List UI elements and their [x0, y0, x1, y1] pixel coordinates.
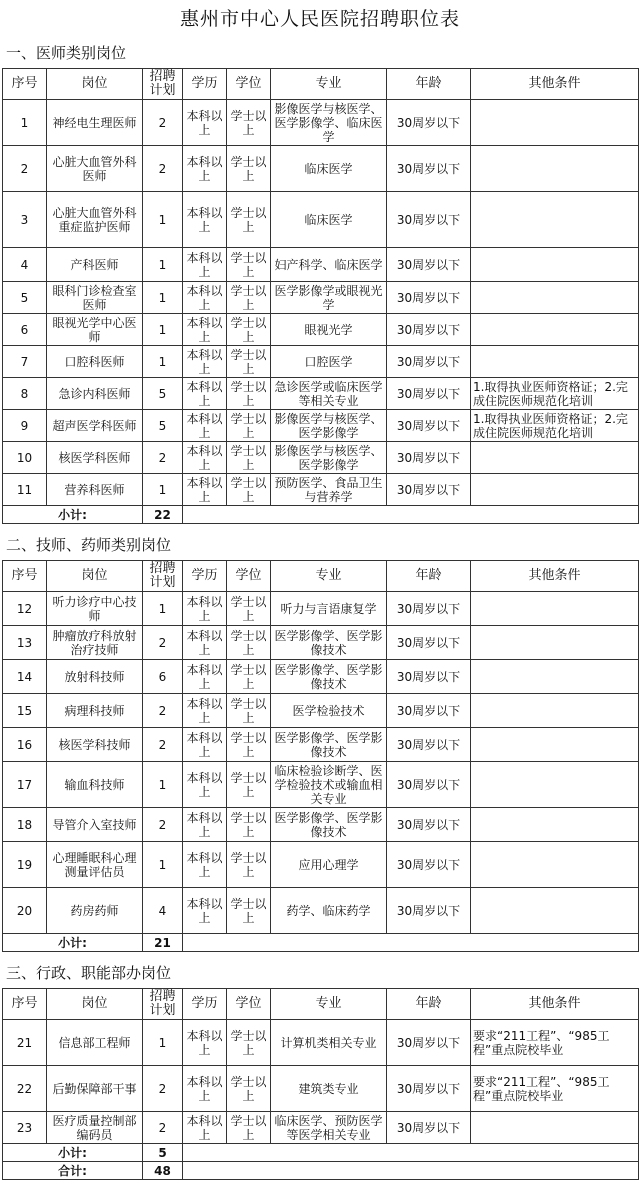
cell-post: 医疗质量控制部编码员 [47, 1112, 143, 1144]
cell-no: 21 [3, 1020, 47, 1066]
cell-post: 超声医学科医师 [47, 410, 143, 442]
cell-edu: 本科以上 [183, 248, 227, 282]
cell-degree: 学士以上 [227, 146, 271, 192]
cell-age: 30周岁以下 [387, 1020, 471, 1066]
cell-edu: 本科以上 [183, 1112, 227, 1144]
total-row [3, 1162, 639, 1180]
cell-plan: 2 [143, 100, 183, 146]
table-row [3, 1066, 639, 1112]
column-header: 岗位 [47, 561, 143, 592]
cell-degree: 学士以上 [227, 474, 271, 506]
cell-age: 30周岁以下 [387, 192, 471, 248]
cell-degree: 学士以上 [227, 346, 271, 378]
cell-other [471, 1112, 639, 1144]
cell-other [471, 728, 639, 762]
cell-plan: 2 [143, 626, 183, 660]
cell-age: 30周岁以下 [387, 808, 471, 842]
table-row [3, 592, 639, 626]
cell-no: 8 [3, 378, 47, 410]
cell-plan: 1 [143, 474, 183, 506]
cell-no: 10 [3, 442, 47, 474]
table-row [3, 660, 639, 694]
cell-age: 30周岁以下 [387, 442, 471, 474]
table-row [3, 808, 639, 842]
total-value: 48 [143, 1162, 183, 1180]
cell-post: 听力诊疗中心技师 [47, 592, 143, 626]
cell-age: 30周岁以下 [387, 378, 471, 410]
column-header: 招聘计划 [143, 561, 183, 592]
cell-other [471, 282, 639, 314]
cell-major: 急诊医学或临床医学等相关专业 [271, 378, 387, 410]
cell-post: 心脏大血管外科重症监护医师 [47, 192, 143, 248]
table-row [3, 378, 639, 410]
cell-degree: 学士以上 [227, 410, 271, 442]
cell-other [471, 442, 639, 474]
cell-edu: 本科以上 [183, 626, 227, 660]
cell-other [471, 626, 639, 660]
cell-no: 2 [3, 146, 47, 192]
section-title: 三、行政、职能部办岗位 [6, 964, 172, 982]
cell-no: 18 [3, 808, 47, 842]
table-row [3, 694, 639, 728]
cell-post: 核医学科技师 [47, 728, 143, 762]
table-row [3, 282, 639, 314]
cell-no: 7 [3, 346, 47, 378]
cell-other: 要求“211工程”、“985工程”重点院校毕业 [471, 1020, 639, 1066]
cell-edu: 本科以上 [183, 762, 227, 808]
cell-edu: 本科以上 [183, 728, 227, 762]
cell-degree: 学士以上 [227, 728, 271, 762]
subtotal-empty [183, 506, 639, 524]
subtotal-row [3, 1144, 639, 1162]
cell-age: 30周岁以下 [387, 314, 471, 346]
column-header: 年龄 [387, 69, 471, 100]
table-row [3, 474, 639, 506]
sections-container [0, 38, 640, 1180]
section-title: 一、医师类别岗位 [6, 44, 127, 62]
column-header: 序号 [3, 561, 47, 592]
cell-other [471, 808, 639, 842]
cell-major: 临床医学、预防医学等医学相关专业 [271, 1112, 387, 1144]
cell-degree: 学士以上 [227, 1112, 271, 1144]
subtotal-value: 21 [143, 934, 183, 952]
table-row [3, 192, 639, 248]
section-title: 二、技师、药师类别岗位 [6, 536, 172, 554]
cell-edu: 本科以上 [183, 346, 227, 378]
cell-no: 9 [3, 410, 47, 442]
cell-degree: 学士以上 [227, 248, 271, 282]
cell-degree: 学士以上 [227, 442, 271, 474]
job-table [2, 988, 639, 1180]
cell-plan: 6 [143, 660, 183, 694]
column-header: 序号 [3, 989, 47, 1020]
cell-no: 17 [3, 762, 47, 808]
column-header: 其他条件 [471, 69, 639, 100]
cell-age: 30周岁以下 [387, 410, 471, 442]
cell-major: 影像医学与核医学、医学影像学 [271, 442, 387, 474]
cell-post: 后勤保障部干事 [47, 1066, 143, 1112]
cell-major: 药学、临床药学 [271, 888, 387, 934]
cell-no: 13 [3, 626, 47, 660]
column-header: 岗位 [47, 69, 143, 100]
column-header: 其他条件 [471, 561, 639, 592]
cell-post: 心脏大血管外科医师 [47, 146, 143, 192]
cell-age: 30周岁以下 [387, 694, 471, 728]
cell-other [471, 592, 639, 626]
cell-age: 30周岁以下 [387, 248, 471, 282]
cell-edu: 本科以上 [183, 592, 227, 626]
cell-age: 30周岁以下 [387, 728, 471, 762]
cell-major: 医学影像学、医学影像技术 [271, 660, 387, 694]
cell-age: 30周岁以下 [387, 346, 471, 378]
column-header: 专业 [271, 989, 387, 1020]
cell-plan: 1 [143, 282, 183, 314]
table-row [3, 728, 639, 762]
total-empty [183, 1162, 639, 1180]
subtotal-label: 小计: [3, 506, 143, 524]
cell-age: 30周岁以下 [387, 1112, 471, 1144]
cell-edu: 本科以上 [183, 100, 227, 146]
cell-no: 3 [3, 192, 47, 248]
cell-major: 影像医学与核医学、医学影像学 [271, 410, 387, 442]
cell-age: 30周岁以下 [387, 282, 471, 314]
table-row [3, 346, 639, 378]
cell-other: 1.取得执业医师资格证；2.完成住院医师规范化培训 [471, 410, 639, 442]
cell-no: 4 [3, 248, 47, 282]
cell-major: 临床检验诊断学、医学检验技术或输血相关专业 [271, 762, 387, 808]
cell-major: 医学检验技术 [271, 694, 387, 728]
cell-plan: 2 [143, 1066, 183, 1112]
cell-degree: 学士以上 [227, 1066, 271, 1112]
cell-post: 放射科技师 [47, 660, 143, 694]
cell-age: 30周岁以下 [387, 146, 471, 192]
cell-plan: 1 [143, 346, 183, 378]
cell-post: 输血科技师 [47, 762, 143, 808]
cell-degree: 学士以上 [227, 192, 271, 248]
column-header: 学历 [183, 989, 227, 1020]
cell-other [471, 346, 639, 378]
table-row [3, 626, 639, 660]
cell-edu: 本科以上 [183, 442, 227, 474]
cell-other [471, 100, 639, 146]
cell-post: 核医学科医师 [47, 442, 143, 474]
cell-degree: 学士以上 [227, 314, 271, 346]
column-header: 序号 [3, 69, 47, 100]
table-row [3, 248, 639, 282]
column-header: 招聘计划 [143, 989, 183, 1020]
cell-other [471, 694, 639, 728]
subtotal-value: 22 [143, 506, 183, 524]
cell-other [471, 762, 639, 808]
cell-post: 神经电生理医师 [47, 100, 143, 146]
cell-other [471, 146, 639, 192]
cell-plan: 1 [143, 192, 183, 248]
cell-no: 6 [3, 314, 47, 346]
header-row [3, 989, 639, 1020]
table-row [3, 314, 639, 346]
cell-degree: 学士以上 [227, 762, 271, 808]
cell-plan: 1 [143, 762, 183, 808]
cell-edu: 本科以上 [183, 474, 227, 506]
cell-edu: 本科以上 [183, 842, 227, 888]
column-header: 学历 [183, 69, 227, 100]
cell-age: 30周岁以下 [387, 888, 471, 934]
cell-no: 14 [3, 660, 47, 694]
table-row [3, 888, 639, 934]
cell-major: 医学影像学或眼视光学 [271, 282, 387, 314]
cell-other [471, 474, 639, 506]
column-header: 学历 [183, 561, 227, 592]
cell-major: 妇产科学、临床医学 [271, 248, 387, 282]
cell-plan: 2 [143, 728, 183, 762]
cell-no: 19 [3, 842, 47, 888]
cell-post: 导管介入室技师 [47, 808, 143, 842]
job-table [2, 560, 639, 952]
cell-major: 临床医学 [271, 192, 387, 248]
column-header: 年龄 [387, 561, 471, 592]
cell-post: 营养科医师 [47, 474, 143, 506]
cell-degree: 学士以上 [227, 660, 271, 694]
cell-edu: 本科以上 [183, 282, 227, 314]
cell-degree: 学士以上 [227, 694, 271, 728]
cell-other: 1.取得执业医师资格证；2.完成住院医师规范化培训 [471, 378, 639, 410]
column-header: 专业 [271, 69, 387, 100]
cell-no: 16 [3, 728, 47, 762]
subtotal-value: 5 [143, 1144, 183, 1162]
header-row [3, 561, 639, 592]
cell-age: 30周岁以下 [387, 762, 471, 808]
job-table [2, 68, 639, 524]
subtotal-row [3, 506, 639, 524]
cell-age: 30周岁以下 [387, 100, 471, 146]
cell-plan: 5 [143, 378, 183, 410]
cell-plan: 2 [143, 694, 183, 728]
cell-age: 30周岁以下 [387, 1066, 471, 1112]
cell-edu: 本科以上 [183, 192, 227, 248]
subtotal-empty [183, 1144, 639, 1162]
column-header: 学位 [227, 989, 271, 1020]
cell-plan: 2 [143, 1112, 183, 1144]
cell-plan: 4 [143, 888, 183, 934]
cell-major: 听力与言语康复学 [271, 592, 387, 626]
cell-age: 30周岁以下 [387, 660, 471, 694]
cell-degree: 学士以上 [227, 626, 271, 660]
cell-degree: 学士以上 [227, 888, 271, 934]
subtotal-label: 小计: [3, 1144, 143, 1162]
cell-major: 建筑类专业 [271, 1066, 387, 1112]
cell-plan: 2 [143, 146, 183, 192]
column-header: 岗位 [47, 989, 143, 1020]
cell-post: 口腔科医师 [47, 346, 143, 378]
cell-no: 5 [3, 282, 47, 314]
cell-post: 眼科门诊检查室医师 [47, 282, 143, 314]
column-header: 专业 [271, 561, 387, 592]
cell-post: 药房药师 [47, 888, 143, 934]
table-row [3, 146, 639, 192]
cell-other [471, 314, 639, 346]
cell-degree: 学士以上 [227, 808, 271, 842]
cell-other [471, 192, 639, 248]
cell-major: 医学影像学、医学影像技术 [271, 626, 387, 660]
column-header: 学位 [227, 561, 271, 592]
cell-plan: 2 [143, 808, 183, 842]
cell-other [471, 888, 639, 934]
cell-edu: 本科以上 [183, 1020, 227, 1066]
cell-no: 12 [3, 592, 47, 626]
cell-edu: 本科以上 [183, 378, 227, 410]
cell-major: 临床医学 [271, 146, 387, 192]
cell-major: 口腔医学 [271, 346, 387, 378]
cell-major: 预防医学、食品卫生与营养学 [271, 474, 387, 506]
cell-other [471, 842, 639, 888]
table-row [3, 842, 639, 888]
total-label: 合计: [3, 1162, 143, 1180]
cell-edu: 本科以上 [183, 314, 227, 346]
cell-no: 15 [3, 694, 47, 728]
cell-edu: 本科以上 [183, 146, 227, 192]
cell-edu: 本科以上 [183, 808, 227, 842]
table-row [3, 1020, 639, 1066]
table-row [3, 442, 639, 474]
cell-other [471, 660, 639, 694]
cell-plan: 2 [143, 442, 183, 474]
subtotal-row [3, 934, 639, 952]
column-header: 年龄 [387, 989, 471, 1020]
cell-plan: 1 [143, 592, 183, 626]
column-header: 招聘计划 [143, 69, 183, 100]
cell-plan: 1 [143, 248, 183, 282]
cell-degree: 学士以上 [227, 592, 271, 626]
cell-post: 眼视光学中心医师 [47, 314, 143, 346]
cell-age: 30周岁以下 [387, 842, 471, 888]
page-title: 惠州市中心人民医院招聘职位表 [179, 8, 460, 30]
cell-post: 肿瘤放疗科放射治疗技师 [47, 626, 143, 660]
subtotal-label: 小计: [3, 934, 143, 952]
cell-major: 应用心理学 [271, 842, 387, 888]
cell-degree: 学士以上 [227, 100, 271, 146]
cell-age: 30周岁以下 [387, 474, 471, 506]
cell-major: 医学影像学、医学影像技术 [271, 808, 387, 842]
cell-major: 计算机类相关专业 [271, 1020, 387, 1066]
cell-major: 眼视光学 [271, 314, 387, 346]
cell-plan: 1 [143, 314, 183, 346]
cell-age: 30周岁以下 [387, 592, 471, 626]
cell-degree: 学士以上 [227, 842, 271, 888]
cell-edu: 本科以上 [183, 660, 227, 694]
cell-major: 医学影像学、医学影像技术 [271, 728, 387, 762]
cell-edu: 本科以上 [183, 1066, 227, 1112]
table-row [3, 410, 639, 442]
cell-major: 影像医学与核医学、医学影像学、临床医学 [271, 100, 387, 146]
cell-post: 心理睡眠科心理测量评估员 [47, 842, 143, 888]
table-row [3, 762, 639, 808]
cell-post: 信息部工程师 [47, 1020, 143, 1066]
cell-no: 20 [3, 888, 47, 934]
cell-post: 病理科技师 [47, 694, 143, 728]
cell-edu: 本科以上 [183, 888, 227, 934]
cell-no: 1 [3, 100, 47, 146]
cell-degree: 学士以上 [227, 282, 271, 314]
cell-other [471, 248, 639, 282]
cell-plan: 5 [143, 410, 183, 442]
column-header: 学位 [227, 69, 271, 100]
cell-no: 22 [3, 1066, 47, 1112]
table-row [3, 100, 639, 146]
table-row [3, 1112, 639, 1144]
cell-degree: 学士以上 [227, 1020, 271, 1066]
cell-edu: 本科以上 [183, 694, 227, 728]
cell-post: 急诊内科医师 [47, 378, 143, 410]
cell-plan: 1 [143, 842, 183, 888]
cell-no: 23 [3, 1112, 47, 1144]
cell-degree: 学士以上 [227, 378, 271, 410]
subtotal-empty [183, 934, 639, 952]
cell-no: 11 [3, 474, 47, 506]
cell-age: 30周岁以下 [387, 626, 471, 660]
cell-post: 产科医师 [47, 248, 143, 282]
cell-other: 要求“211工程”、“985工程”重点院校毕业 [471, 1066, 639, 1112]
cell-edu: 本科以上 [183, 410, 227, 442]
column-header: 其他条件 [471, 989, 639, 1020]
cell-plan: 1 [143, 1020, 183, 1066]
header-row [3, 69, 639, 100]
